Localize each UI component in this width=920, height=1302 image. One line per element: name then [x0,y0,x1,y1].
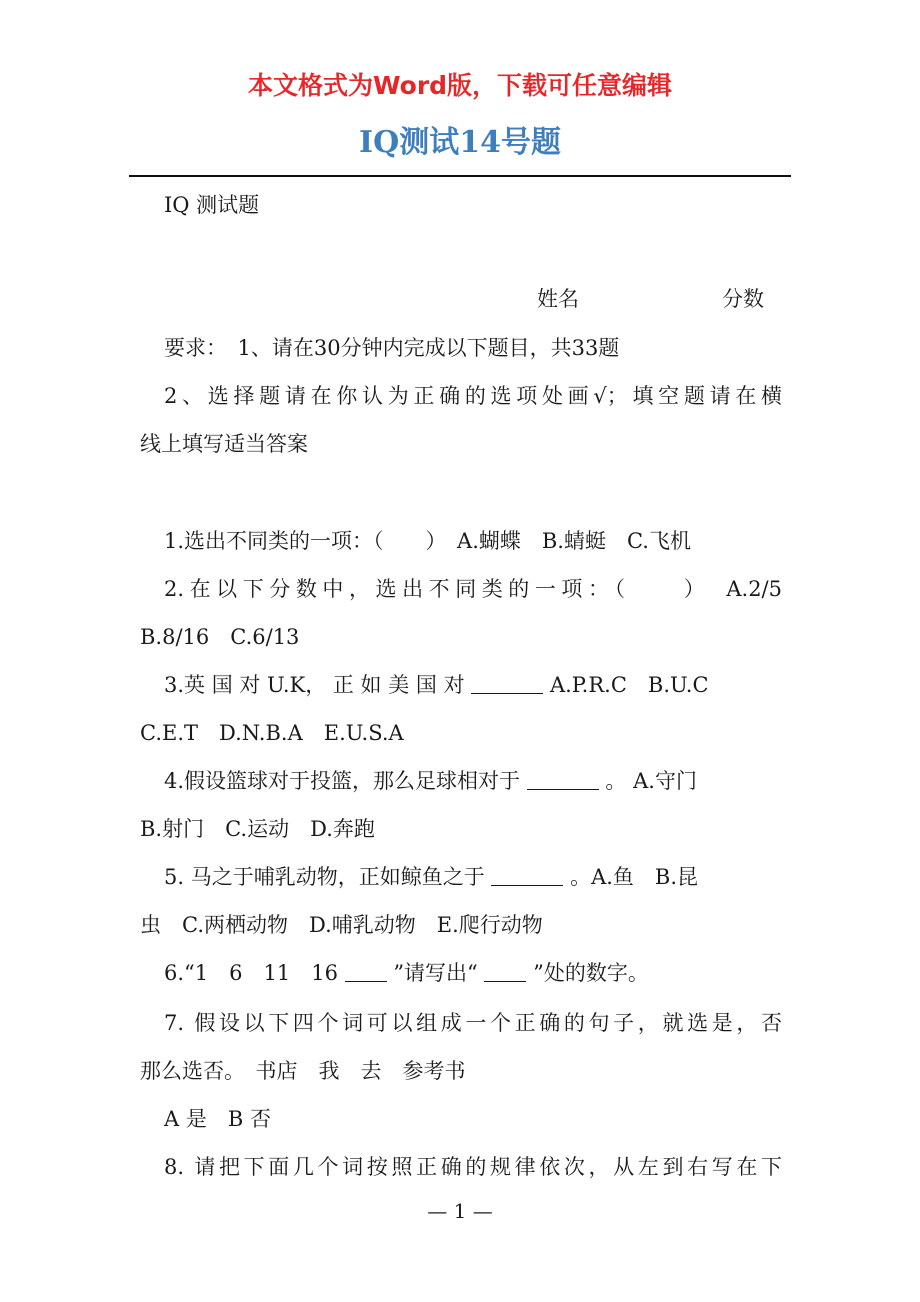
requirement-line-2-cont: 线上填写适当答案 [140,432,308,456]
answer-blank[interactable] [345,961,387,982]
page-number: — 1 — [427,1199,493,1223]
page-title: IQ测试14号题 [359,125,561,160]
question-6 [140,958,782,988]
download-banner: 本文格式为Word版，下载可任意编辑 [247,71,673,100]
question-4-text: 4.假设篮球对于投篮，那么足球相对于 [164,769,521,793]
title-divider [129,175,791,177]
answer-blank[interactable] [471,673,543,694]
requirement-line-2: 2、选择题请在你认为正确的选项处画√；填空题请在横 [164,384,782,408]
question-8: 8. 请把下面几个词按照正确的规律依次，从左到右写在下 [164,1155,782,1179]
question-5-options-cont: 虫 C.两栖动物 D.哺乳动物 E.爬行动物 [140,913,543,937]
question-7: 7. 假设以下四个词可以组成一个正确的句子，就选是，否 [164,1011,782,1035]
question-4 [140,766,782,796]
question-5-options: 。A.鱼 B.昆 [570,865,699,889]
question-5 [140,862,782,892]
name-score-row [0,284,920,314]
question-3-options-cont: C.E.T D.N.B.A E.U.S.A [140,721,404,745]
question-6-mid: ”请写出“ [393,961,478,985]
question-4-options: 。 A.守门 [605,769,697,793]
score-label: 分数 [722,287,764,311]
question-6-end: ”处的数字。 [533,961,649,985]
answer-blank[interactable] [484,961,526,982]
requirement-line-1: 要求： 1、请在30分钟内完成以下题目，共33题 [164,336,620,360]
question-5-text: 5. 马之于哺乳动物，正如鲸鱼之于 [164,865,485,889]
question-3-text: 3.英 国 对 U.K， 正 如 美 国 对 [164,673,465,697]
answer-blank[interactable] [491,865,563,886]
question-6-text: 6.“1 6 11 16 [164,961,338,985]
question-3-options: A.P.R.C B.U.C [549,673,709,697]
question-7-cont: 那么选否。 书店 我 去 参考书 [140,1059,466,1083]
answer-blank[interactable] [527,769,599,790]
question-2-options: B.8/16 C.6/13 [140,625,300,649]
question-4-options-cont: B.射门 C.运动 D.奔跑 [140,817,375,841]
question-7-options: A 是 B 否 [164,1107,271,1131]
question-3 [140,670,782,700]
question-2: 2.在以下分数中，选出不同类的一项：（ ） A.2/5 [164,577,782,601]
name-label: 姓名 [537,287,579,311]
subtitle: IQ 测试题 [164,193,260,217]
question-1: 1.选出不同类的一项：（ ） A.蝴蝶 B.蜻蜓 C.飞机 [164,529,691,553]
